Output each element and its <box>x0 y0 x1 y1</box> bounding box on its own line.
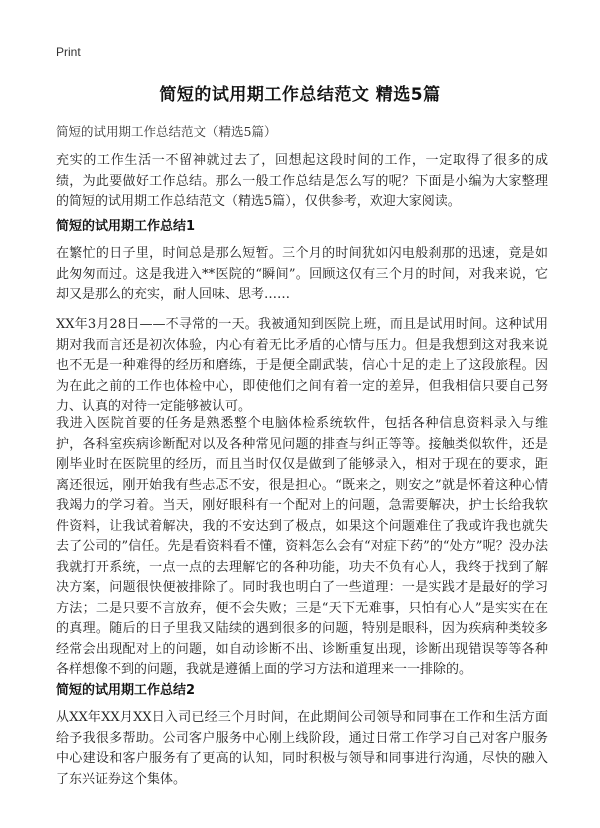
section-heading: 简短的试用期工作总结2 <box>56 683 196 698</box>
section-heading: 简短的试用期工作总结1 <box>56 219 196 234</box>
document-subtitle: 简短的试用期工作总结范文（精选5篇） <box>56 124 277 139</box>
body-paragraph: 在繁忙的日子里，时间总是那么短暂。三个月的时间犹如闪电般刹那的迅速，竟是如此匆匆而过。这是我进入**医院的“瞬间”。回顾这仅有三个月的时间，对我来说，它却又是那么的充实，耐人回味、思考…… <box>56 246 548 302</box>
body-paragraph: 我进入医院首要的任务是熟悉整个电脑体检系统软件，包括各种信息资料录入与维护，各科室疾病诊断配对以及各种常见问题的排查与纠正等等。接触类似软件，还是刚毕业时在医院里的经历，而且当时仅仅是做到了能够录入，相对于现在的要求，距离还很远，刚开始我有些忐忑不安，很是担心。“既来之，则安之”就是怀着这种心情我竭力的学习着。当天，刚好眼科有一个配对上的问题，急需要解决，护士长给我软件资料，让我试着解决，我的不安达到了极点，如果这个问题难住了我或许我也就失去了公司的”信任。先是看资料看不懂，资料怎么会有“对症下药”的“处方”呢？没办法我就打开系统，一点一点的去理解它的各种功能，功夫不负有心人，我终于找到了解决方案，问题很快便被排除了。同时我也明白了一些道理：一是实践才是最好的学习方法；二是只要不言放弃，便不会失败；三是“天下无难事，只怕有心人”是实实在在的真理。随后的日子里我又陆续的遇到很多的问题，特别是眼科，因为疾病种类较多经常会出现配对上的问题，如自动诊断不出、诊断重复出现，诊断出现错误等等各种各样想像不到的问题，我就是遵循上面的学习方法和道理来一一排除的。 <box>56 416 548 677</box>
body-paragraph: 从XX年XX月XX日入司已经三个月时间，在此期间公司领导和同事在工作和生活方面给予我很多帮助。公司客户服务中心刚上线阶段，通过日常工作学习自己对客户服务中心建设和客户服务有了更高的认知，同时积极与领导和同事进行沟通，尽快的融入了东兴证券这个集体。 <box>56 710 548 787</box>
intro-paragraph: 充实的工作生活一不留神就过去了，回想起这段时间的工作，一定取得了很多的成绩，为此要做好工作总结。那么一般工作总结是怎么写的呢？下面是小编为大家整理的简短的试用期工作总结范文（精选5篇），仅供参考，欢迎大家阅读。 <box>56 153 548 209</box>
document-title: 简短的试用期工作总结范文 精选5篇 <box>159 85 441 105</box>
body-paragraph: XX年3月28日——不寻常的一天。我被通知到医院上班，而且是试用时间。这种试用期对我而言还是初次体验，内心有着无比矛盾的心情与压力。但是我想到这对我来说也不无是一种难得的经历和磨练，于是便全副武装，信心十足的走上了这段旅程。因为在此之前的工作也体检中心，即使他们之间有着一定的差异，但我相信只要自己努力、认真的对待一定能够被认可。 <box>56 317 548 414</box>
print-link[interactable]: Print <box>56 45 81 59</box>
